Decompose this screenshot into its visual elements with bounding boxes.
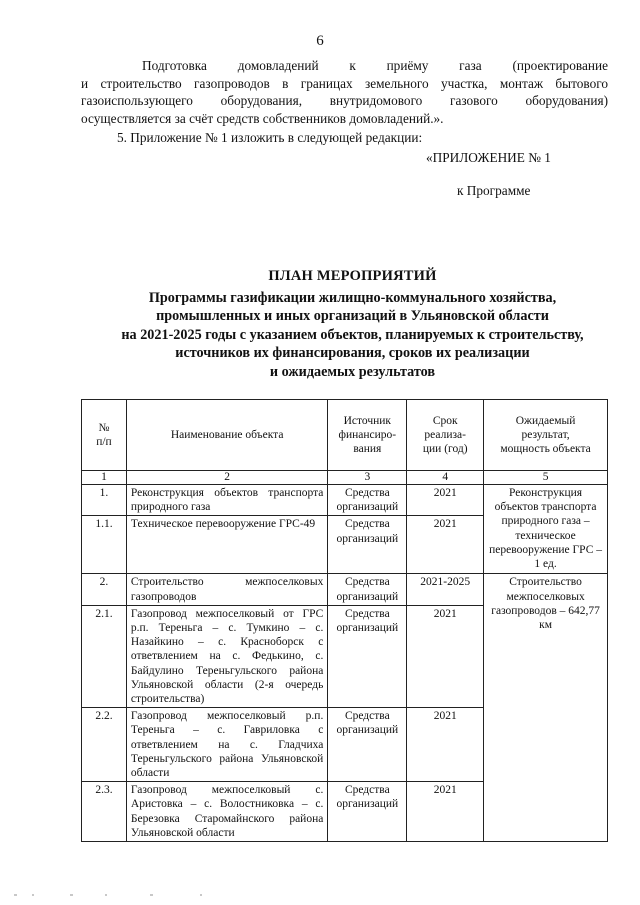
column-number-row — [82, 471, 608, 485]
table-header-row — [82, 400, 608, 471]
table-row — [82, 574, 608, 605]
annex-subtitle: к Программе — [457, 183, 531, 198]
row-name: Реконструкция объектов транспорта природного газа — [126, 485, 327, 516]
row-year: 2021 — [407, 516, 484, 574]
row-source: Средства организаций — [328, 516, 407, 574]
column-number: 5 — [484, 471, 608, 485]
header-term: Срок реализа- ции (год) — [407, 400, 484, 471]
row-num: 1.1. — [82, 516, 127, 574]
row-name: Газопровод межпоселковый от ГРС р.п. Тереньга – с. Тумкино – с. Назайкино – с. Красноборск с ответвлением на с. Федькино, с. Байдулино Тереньгульского района Ульяновской области (2-я очередь строительства) — [126, 605, 327, 707]
row-year: 2021-2025 — [407, 574, 484, 605]
intro-line: Подготовка домовладений к приёму газа (проектирование — [142, 58, 608, 73]
intro-paragraph — [81, 57, 608, 127]
intro-line: осуществляется за счёт средств собственников домовладений.». — [81, 110, 444, 126]
row-source: Средства организаций — [328, 574, 407, 605]
column-number: 3 — [328, 471, 407, 485]
table-row — [82, 485, 608, 516]
intro-line: и строительство газопроводов в границах земельного участка, монтаж бытового — [81, 75, 608, 91]
row-year: 2021 — [407, 782, 484, 842]
row-num: 2.3. — [82, 782, 127, 842]
plan-subtitle-line: источников их финансирования, сроков их реализации — [175, 345, 530, 362]
plan-subtitle-line: и ожидаемых результатов — [269, 363, 436, 380]
row-source: Средства организаций — [328, 782, 407, 842]
annex-title: «ПРИЛОЖЕНИЕ № 1 — [426, 150, 551, 165]
header-name: Наименование объекта — [126, 400, 327, 471]
header-source: Источник финансиро- вания — [328, 400, 407, 471]
page-number: 6 — [316, 33, 324, 49]
row-num: 2.1. — [82, 605, 127, 707]
row-name: Строительство межпоселковых газопроводов — [126, 574, 327, 605]
plan-subtitle-line: промышленных и иных организаций в Ульяновской области — [156, 308, 549, 325]
item-5-text: 5. Приложение № 1 изложить в следующей редакции: — [117, 130, 423, 145]
row-result: Реконструкция объектов транспорта природного газа – техническое перевооружение ГРС – 1 ед. — [484, 485, 608, 574]
intro-line: газоиспользующего оборудования, внутридомового газового оборудования) — [81, 93, 608, 109]
row-num: 2. — [82, 574, 127, 605]
row-name: Газопровод межпоселковый с. Аристовка – с. Волостниковка – с. Березовка Старомайнского района Ульяновской области — [126, 782, 327, 842]
plan-subtitle — [0, 289, 640, 381]
header-result: Ожидаемый результат, мощность объекта — [484, 400, 608, 471]
column-number: 4 — [407, 471, 484, 485]
plan-subtitle-line: на 2021-2025 годы с указанием объектов, планируемых к строительству, — [121, 326, 584, 343]
scan-edge-marks — [10, 893, 630, 897]
plan-subtitle-line: Программы газификации жилищно-коммунального хозяйства, — [148, 290, 557, 306]
row-num: 1. — [82, 485, 127, 516]
row-year: 2021 — [407, 708, 484, 782]
plan-table — [81, 399, 608, 842]
row-name: Техническое перевооружение ГРС-49 — [126, 516, 327, 574]
row-source: Средства организаций — [328, 605, 407, 707]
row-num: 2.2. — [82, 708, 127, 782]
row-source: Средства организаций — [328, 485, 407, 516]
row-result: Строительство межпоселковых газопроводов – 642,77 км — [484, 574, 608, 842]
plan-title: ПЛАН МЕРОПРИЯТИЙ — [268, 268, 437, 284]
row-year: 2021 — [407, 605, 484, 707]
row-name: Газопровод межпоселковый р.п. Тереньга – с. Гавриловка с ответвлением на с. Гладчиха Тереньгульского района Ульяновской области — [126, 708, 327, 782]
column-number: 1 — [82, 471, 127, 485]
row-source: Средства организаций — [328, 708, 407, 782]
header-num: № п/п — [82, 400, 127, 471]
row-year: 2021 — [407, 485, 484, 516]
column-number: 2 — [126, 471, 327, 485]
